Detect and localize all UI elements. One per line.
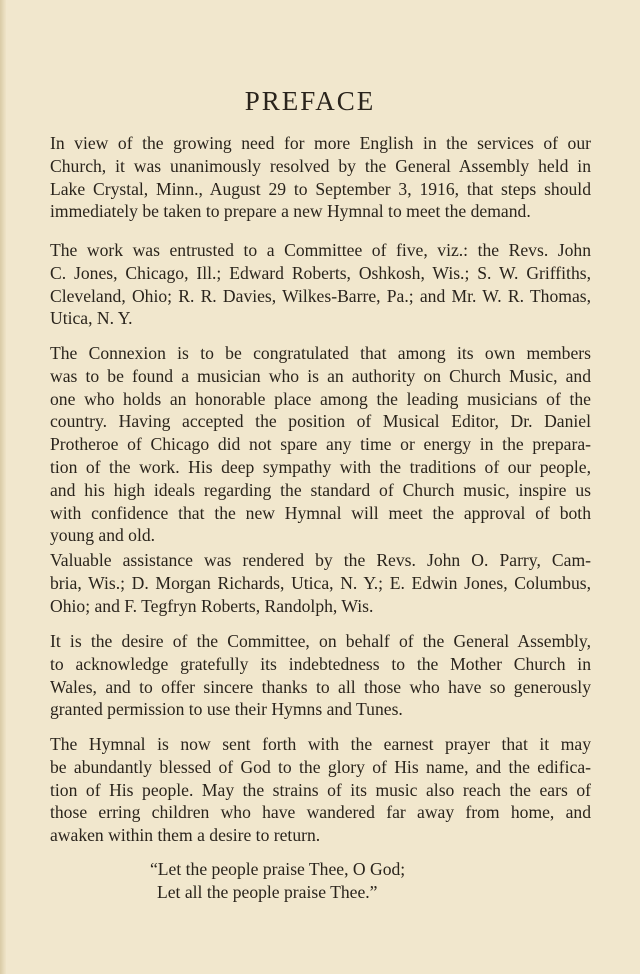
paragraph-line: The work was entrusted to a Committee of five, viz.: the Revs. John xyxy=(50,240,591,260)
paragraph-line: tion of His people. May the strains of its music also reach the ears of xyxy=(50,779,591,800)
paragraph-4 xyxy=(50,549,591,617)
paragraph-line: country. Having accepted the position of Musical Editor, Dr. Daniel xyxy=(50,411,591,432)
paragraph-line: to acknowledge gratefully its indebtedness to the Mother Church in xyxy=(50,653,591,674)
paragraph-line: one who holds an honorable place among the leading musicians of the xyxy=(50,388,591,409)
paragraph-line: The Hymnal is now sent forth with the earnest prayer that it may xyxy=(50,734,591,754)
paragraph-line: and his high ideals regarding the standard of Church music, inspire us xyxy=(50,479,591,500)
paragraph-line: young and old. xyxy=(50,525,156,546)
paragraph-line: In view of the growing need for more English in the services of our xyxy=(50,133,591,153)
paragraph-line: The Connexion is to be congratulated that among its own members xyxy=(50,343,591,363)
paragraph-5 xyxy=(50,630,591,721)
paragraph-line: Utica, N. Y. xyxy=(50,308,133,329)
paragraph-line: Cleveland, Ohio; R. R. Davies, Wilkes-Barre, Pa.; and Mr. W. R. Thomas, xyxy=(50,285,591,306)
paragraph-1 xyxy=(50,132,591,223)
paragraph-6 xyxy=(50,733,591,847)
paragraph-line: immediately be taken to prepare a new Hymnal to meet the demand. xyxy=(50,201,531,222)
paragraph-line: awaken within them a desire to return. xyxy=(50,825,321,846)
paragraph-line: It is the desire of the Committee, on behalf of the General Assembly, xyxy=(50,631,591,651)
paragraph-line: Ohio; and F. Tegfryn Roberts, Randolph, Wis. xyxy=(50,595,374,616)
paragraph-3 xyxy=(50,342,591,547)
paragraph-line: bria, Wis.; D. Morgan Richards, Utica, N. Y.; E. Edwin Jones, Columbus, xyxy=(50,572,591,593)
paragraph-2 xyxy=(50,239,591,330)
paragraph-line: Lake Crystal, Minn., August 29 to September 3, 1916, that steps should xyxy=(50,178,591,199)
paragraph-line: those erring children who have wandered far away from home, and xyxy=(50,802,591,823)
paragraph-line: Protheroe of Chicago did not spare any time or energy in the prepara- xyxy=(50,434,591,455)
paragraph-line: tion of the work. His deep sympathy with the traditions of our people, xyxy=(50,456,591,477)
page-title: PREFACE xyxy=(244,86,376,116)
quote-line: Let all the people praise Thee.” xyxy=(157,882,378,902)
paragraph-line: Valuable assistance was rendered by the Revs. John O. Parry, Cam- xyxy=(50,550,591,570)
quote-line: “Let the people praise Thee, O God; xyxy=(150,859,406,879)
paragraph-line: Church, it was unanimously resolved by the General Assembly held in xyxy=(50,155,591,176)
paragraph-line: granted permission to use their Hymns and Tunes. xyxy=(50,699,403,720)
paragraph-line: be abundantly blessed of God to the glory of His name, and the edifica- xyxy=(50,756,591,777)
closing-quote xyxy=(150,858,405,904)
paragraph-line: Wales, and to offer sincere thanks to all those who have so generously xyxy=(50,676,591,697)
paragraph-line: with confidence that the new Hymnal will meet the approval of both xyxy=(50,502,591,523)
paragraph-line: was to be found a musician who is an authority on Church Music, and xyxy=(50,365,591,386)
paragraph-line: C. Jones, Chicago, Ill.; Edward Roberts, Oshkosh, Wis.; S. W. Griffiths, xyxy=(50,262,591,283)
